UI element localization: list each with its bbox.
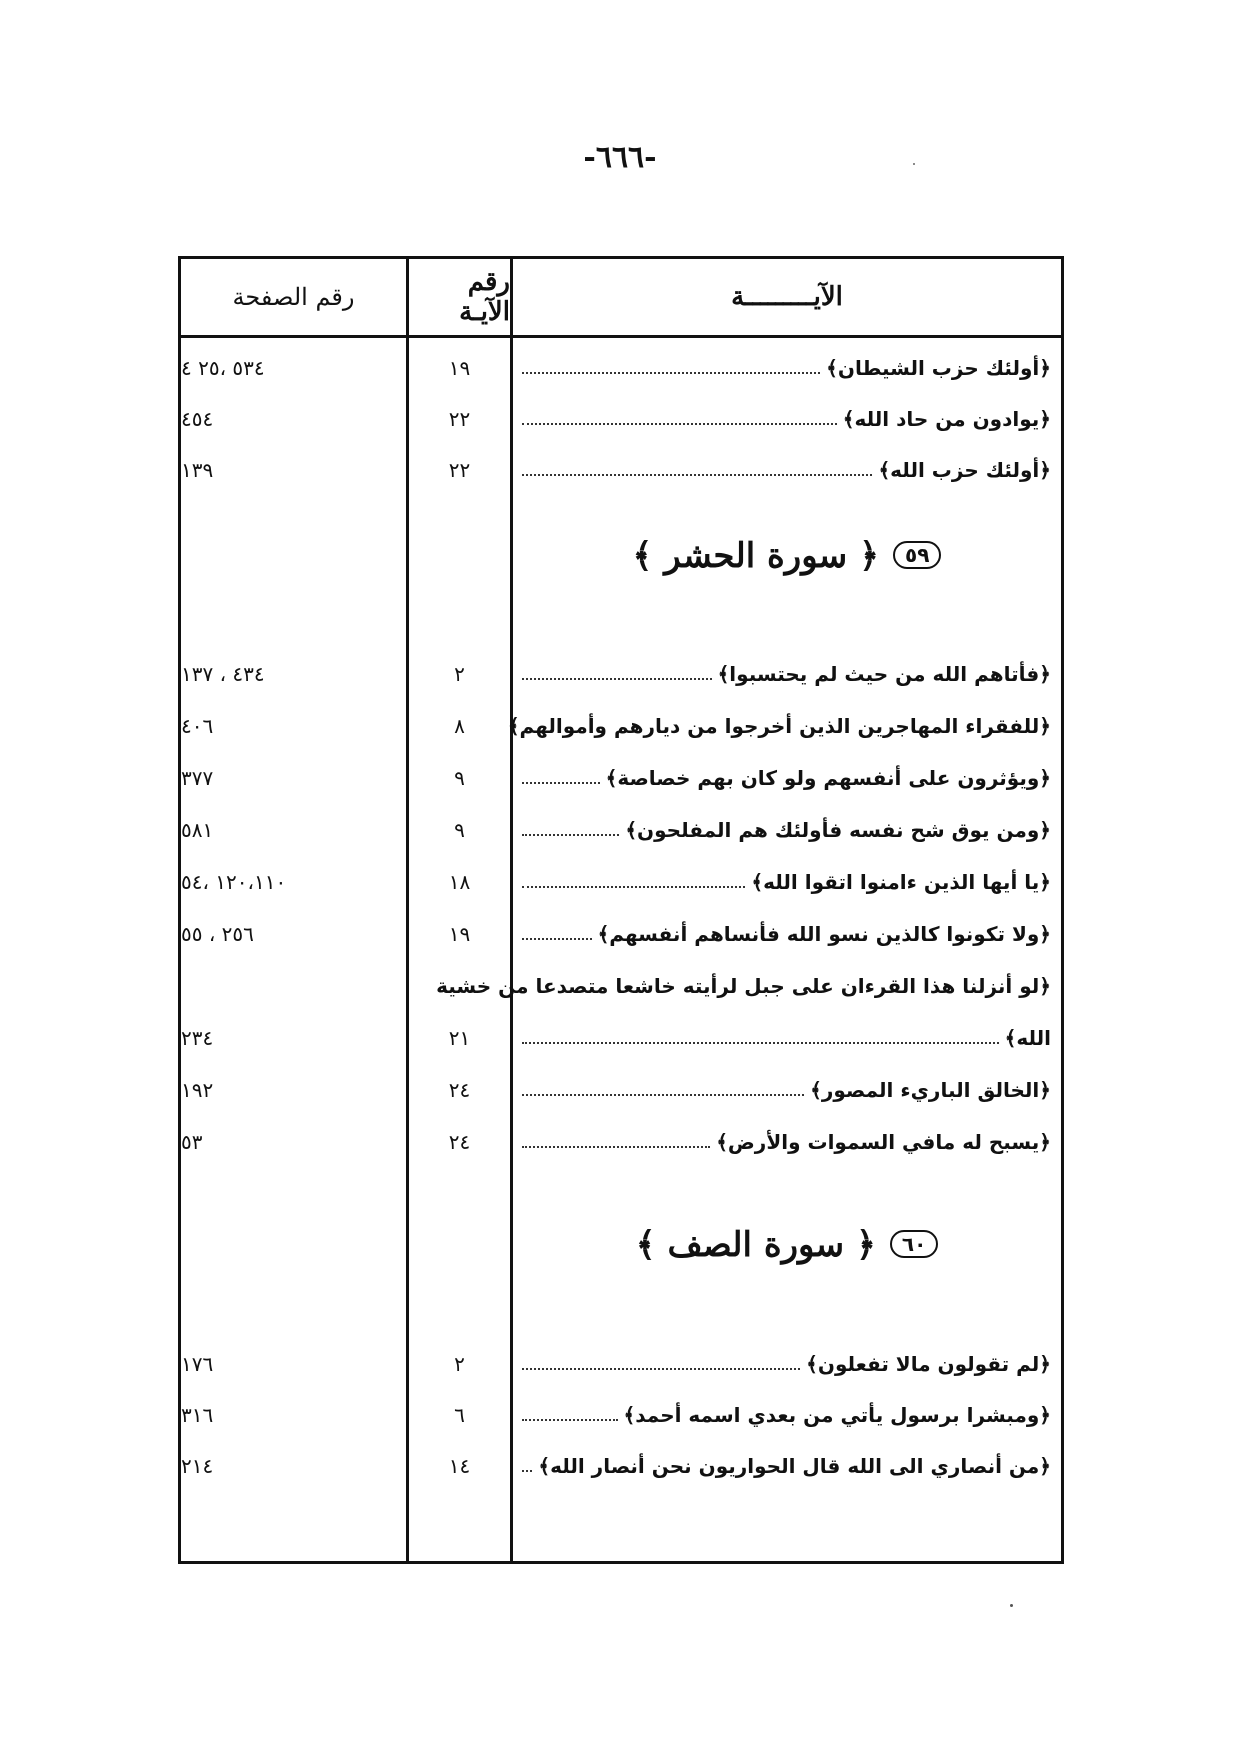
ayah-number: ٢٢	[448, 458, 471, 482]
table-row	[181, 1344, 1061, 1384]
surah-name: ﴿ سورة الصف ﴾	[635, 1224, 876, 1265]
page-refs: ٥٣	[181, 1130, 203, 1154]
leader-dots	[522, 423, 837, 425]
ayah-number: ٢٤	[448, 1130, 471, 1154]
header-divider	[181, 335, 1061, 338]
verse-text: ﴿يا أيها الذين ءامنوا اتقوا الله﴾	[751, 870, 1051, 894]
leader-dots	[522, 782, 600, 784]
table-row	[181, 1070, 1061, 1110]
table-row	[181, 654, 1061, 694]
leader-dots	[522, 1368, 800, 1370]
table-row	[181, 450, 1061, 490]
surah-heading-59	[513, 525, 1061, 585]
table-row	[181, 810, 1061, 850]
surah-number-badge: ٥٩	[893, 541, 941, 569]
ayah-number: ٢٢	[448, 407, 471, 431]
table-row	[181, 1395, 1061, 1435]
verse-text: ﴿يوادون من حاد الله﴾	[842, 407, 1051, 431]
ayah-number: ١٩	[448, 922, 471, 946]
header-page-number: رقم الصفحة	[232, 283, 355, 311]
page-refs: ٢٣٤	[181, 1026, 214, 1050]
page-refs: ٢٥٦ ، ٥٥	[181, 922, 254, 946]
verse-text: ﴿ولا تكونوا كالذين نسو الله فأنساهم أنفسهم﴾	[597, 922, 1051, 946]
page-refs: ٤٥٤	[181, 407, 214, 431]
ayah-number: ١٩	[448, 356, 471, 380]
verse-text: الله﴾	[1004, 1026, 1051, 1050]
verse-text: ﴿أولئك حزب الله﴾	[878, 458, 1051, 482]
ayah-number: ١٤	[448, 1454, 471, 1478]
ayah-number: ٨	[454, 714, 465, 738]
page-refs: ٢١٤	[181, 1454, 214, 1478]
ayah-number: ٢١	[448, 1026, 471, 1050]
leader-dots	[522, 886, 745, 888]
stray-mark	[1010, 1604, 1013, 1607]
leader-dots	[522, 1146, 710, 1148]
surah-heading-60	[513, 1214, 1061, 1274]
page-refs: ٤٣٤ ، ١٣٧	[181, 662, 265, 686]
verse-text: ﴿لم تقولون مالا تفعلون﴾	[806, 1352, 1051, 1376]
table-row	[181, 399, 1061, 439]
leader-dots	[522, 1470, 532, 1472]
table-row	[181, 914, 1061, 954]
ayah-number: ٢	[454, 662, 465, 686]
page-refs: ١٢٠،١١٠ ،٥٤	[181, 870, 287, 894]
verse-text: ﴿ومن يوق شح نفسه فأولئك هم المفلحون﴾	[625, 818, 1051, 842]
page-refs: ٥٨١	[181, 818, 214, 842]
page-refs: ٤٠٦	[181, 714, 214, 738]
verse-text: ﴿الخالق الباريء المصور﴾	[810, 1078, 1051, 1102]
leader-dots	[522, 678, 712, 680]
leader-dots	[522, 1419, 618, 1421]
table-row	[181, 966, 1061, 1006]
table-row	[181, 1122, 1061, 1162]
ayah-number: ٢٤	[448, 1078, 471, 1102]
leader-dots	[522, 1042, 999, 1044]
verse-text: ﴿ومبشرا برسول يأتي من بعدي اسمه أحمد﴾	[623, 1403, 1051, 1427]
ayah-number: ٩	[454, 818, 465, 842]
ayah-number: ١٨	[448, 870, 471, 894]
verse-text: ﴿من أنصاري الى الله قال الحواريون نحن أنصار الله﴾	[538, 1454, 1051, 1478]
table-row	[181, 1446, 1061, 1486]
verse-text: ﴿يسبح له مافي السموات والأرض﴾	[716, 1130, 1051, 1154]
verse-text: ﴿للفقراء المهاجرين الذين أخرجوا من ديارهم وأموالهم﴾	[507, 714, 1051, 738]
page-refs: ١٩٢	[181, 1078, 214, 1102]
table-row	[181, 706, 1061, 746]
page-refs: ٣٧٧	[181, 766, 214, 790]
page-refs: ١٧٦	[181, 1352, 214, 1376]
page-number: -٦٦٦-	[583, 140, 657, 175]
table-row	[181, 348, 1061, 388]
ayah-number: ٩	[454, 766, 465, 790]
leader-dots	[522, 1094, 804, 1096]
verse-index-table	[178, 256, 1064, 1564]
surah-name: ﴿ سورة الحشر ﴾	[632, 535, 880, 576]
verse-text: ﴿أولئك حزب الشيطان﴾	[826, 356, 1051, 380]
verse-text: ﴿ويؤثرون على أنفسهم ولو كان بهم خصاصة﴾	[605, 766, 1051, 790]
leader-dots	[522, 834, 619, 836]
leader-dots	[522, 938, 592, 940]
header-ayah-number: رقم الآيـة	[459, 267, 510, 327]
verse-text: ﴿لو أنزلنا هذا القرءان على جبل لرأيته خاشعا متصدعا من خشية	[436, 974, 1051, 998]
stray-mark	[913, 163, 915, 165]
ayah-number	[409, 966, 510, 1006]
page-refs: ١٣٩	[181, 458, 214, 482]
ayah-number: ٦	[454, 1403, 465, 1427]
header-verse: الآيـــــــــة	[731, 282, 843, 312]
table-row	[181, 758, 1061, 798]
page-refs	[181, 966, 399, 1006]
table-row	[181, 1018, 1061, 1058]
surah-number-badge: ٦٠	[890, 1230, 938, 1258]
leader-dots	[522, 474, 872, 476]
leader-dots	[522, 372, 820, 374]
verse-text: ﴿فأتاهم الله من حيث لم يحتسبوا﴾	[717, 662, 1051, 686]
page-refs: ٥٣٤ ،٢٥ ٤	[181, 356, 265, 380]
page-refs: ٣١٦	[181, 1403, 214, 1427]
table-row	[181, 862, 1061, 902]
ayah-number: ٢	[454, 1352, 465, 1376]
